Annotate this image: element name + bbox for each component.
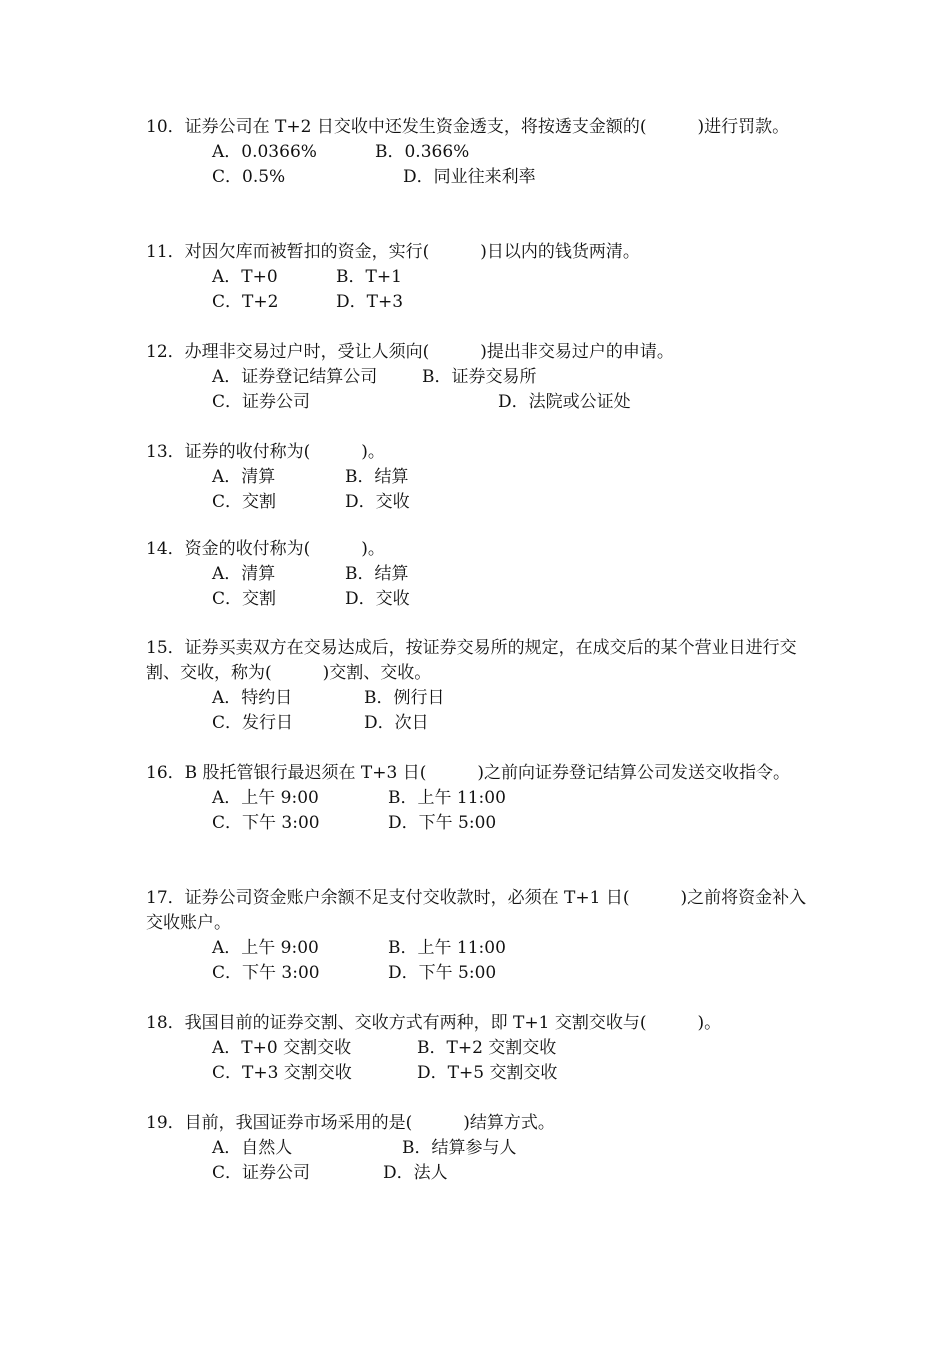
question-14: [146, 537, 814, 612]
option-a: A．上午 9:00: [212, 788, 319, 808]
option-d: D．交收: [345, 492, 410, 512]
option-row: [146, 490, 814, 515]
option-row: [146, 562, 814, 587]
option-row: [146, 365, 814, 390]
option-row: [146, 165, 814, 190]
question-stem: 15．证券买卖双方在交易达成后，按证券交易所的规定，在成交后的某个营业日进行交割、交收，称为( )交割、交收。: [146, 638, 797, 683]
option-row: [146, 390, 814, 415]
question-19: [146, 1111, 814, 1186]
option-row: [146, 711, 814, 736]
option-c: C．交割: [212, 589, 277, 609]
question-12: [146, 340, 814, 415]
option-d: D．下午 5:00: [388, 963, 497, 983]
question-10: [146, 115, 814, 190]
option-c: C．T+3 交割交收: [212, 1063, 352, 1083]
option-a: A．0.0366%: [212, 142, 317, 162]
question-16: [146, 761, 814, 836]
option-a: A．T+0: [212, 267, 278, 287]
option-b: B．T+2 交割交收: [417, 1038, 557, 1058]
option-a: A．清算: [212, 564, 276, 584]
option-d: D．法院或公证处: [498, 392, 631, 412]
option-row: [146, 140, 814, 165]
option-c: C．下午 3:00: [212, 963, 320, 983]
option-b: B．T+1: [336, 267, 402, 287]
option-a: A．证券登记结算公司: [212, 367, 378, 387]
option-row: [146, 265, 814, 290]
question-17: [146, 886, 814, 986]
option-b: B．0.366%: [375, 142, 470, 162]
question-stem: 10．证券公司在 T+2 日交收中还发生资金透支，将按透支金额的( )进行罚款。: [146, 117, 790, 137]
option-c: C．交割: [212, 492, 277, 512]
option-b: B．例行日: [364, 688, 445, 708]
option-row: [146, 587, 814, 612]
option-row: [146, 811, 814, 836]
question-stem: 16．B 股托管银行最迟须在 T+3 日( )之前向证券登记结算公司发送交收指令。: [146, 763, 790, 783]
option-a: A．T+0 交割交收: [212, 1038, 352, 1058]
question-18: [146, 1011, 814, 1086]
option-c: C．T+2: [212, 292, 279, 312]
option-d: D．T+3: [336, 292, 404, 312]
option-row: [146, 961, 814, 986]
question-stem: 14．资金的收付称为( )。: [146, 539, 385, 559]
option-a: A．上午 9:00: [212, 938, 319, 958]
option-row: [146, 786, 814, 811]
option-d: D．下午 5:00: [388, 813, 497, 833]
question-stem: 12．办理非交易过户时，受让人须向( )提出非交易过户的申请。: [146, 342, 674, 362]
question-stem: 17．证券公司资金账户余额不足支付交收款时，必须在 T+1 日( )之前将资金补入交收账户。: [146, 888, 807, 933]
option-d: D．同业往来利率: [403, 167, 536, 187]
option-b: B．结算: [345, 564, 409, 584]
option-b: B．证券交易所: [422, 367, 537, 387]
option-c: C．0.5%: [212, 167, 286, 187]
option-d: D．交收: [345, 589, 410, 609]
question-11: [146, 240, 814, 315]
option-row: [146, 686, 814, 711]
option-c: C．下午 3:00: [212, 813, 320, 833]
option-b: B．结算参与人: [402, 1138, 517, 1158]
option-b: B．上午 11:00: [388, 938, 506, 958]
question-stem: 11．对因欠库而被暂扣的资金，实行( )日以内的钱货两清。: [146, 242, 640, 262]
option-c: C．证券公司: [212, 392, 311, 412]
option-row: [146, 1136, 814, 1161]
option-row: [146, 1161, 814, 1186]
question-stem: 19．目前，我国证券市场采用的是( )结算方式。: [146, 1113, 555, 1133]
question-stem: 13．证券的收付称为( )。: [146, 442, 385, 462]
option-a: A．清算: [212, 467, 276, 487]
option-row: [146, 1036, 814, 1061]
option-a: A．特约日: [212, 688, 293, 708]
option-d: D．次日: [364, 713, 429, 733]
option-a: A．自然人: [212, 1138, 293, 1158]
option-c: C．证券公司: [212, 1163, 311, 1183]
question-15: [146, 636, 814, 736]
option-row: [146, 290, 814, 315]
option-d: D．T+5 交割交收: [417, 1063, 558, 1083]
option-d: D．法人: [383, 1163, 448, 1183]
option-b: B．上午 11:00: [388, 788, 506, 808]
option-c: C．发行日: [212, 713, 294, 733]
option-row: [146, 936, 814, 961]
option-row: [146, 465, 814, 490]
question-13: [146, 440, 814, 515]
question-stem: 18．我国目前的证券交割、交收方式有两种，即 T+1 交割交收与( )。: [146, 1013, 722, 1033]
option-row: [146, 1061, 814, 1086]
option-b: B．结算: [345, 467, 409, 487]
